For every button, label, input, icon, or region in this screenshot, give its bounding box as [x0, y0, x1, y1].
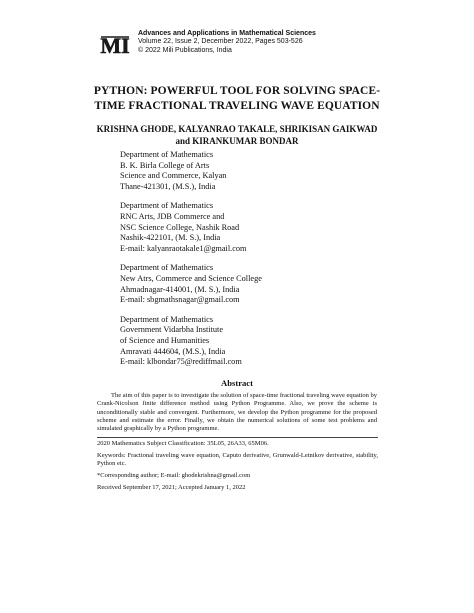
footnote-divider [97, 437, 378, 438]
affiliation-email: E-mail: sbgmathsnagar@gmail.com [120, 295, 240, 305]
publisher-logo-text: MI [100, 33, 130, 58]
abstract-text: The aim of this paper is to investigate the solution of space-time fractional traveling wave equation by Crank-Nicolson finite difference method using Python Programme. Also, we prove the scheme is unconditionally stable and convergent. Furthermore, we develop the Python programme for the proposed scheme and estimate the error. Finally, we obtain the numerical solutions of some test problems and simulated graphically by a Python programme. [97, 392, 377, 433]
affiliation-line: RNC Arts, JDB Commerce and [120, 211, 225, 221]
affiliation-line: Government Vidarbha Institute [120, 325, 224, 335]
keywords-terms: Fractional traveling wave equation, Caputo derivative, Grunwald-Letnikov derivative, stability, Python etc. [97, 451, 379, 468]
front-matter-notes [97, 440, 378, 495]
affiliation-line: B. K. Birla College of Arts [120, 160, 210, 170]
journal-header [100, 30, 440, 66]
keywords-label: Keywords: [97, 451, 126, 459]
affiliation-line: Amravati 444604, (M.S.), India [120, 346, 226, 356]
abstract-heading: Abstract [221, 378, 253, 388]
author-line: and KIRANKUMAR BONDAR [175, 135, 299, 146]
affiliation-email: E-mail: kalyanraotakale1@gmail.com [120, 243, 247, 253]
affiliation-line: Department of Mathematics [120, 201, 214, 211]
affiliation-ghode [120, 150, 420, 192]
affiliations [120, 150, 420, 377]
affiliation-line: Department of Mathematics [120, 314, 214, 324]
affiliation-line: Department of Mathematics [120, 150, 214, 159]
paper-title [70, 84, 404, 113]
journal-info [138, 30, 316, 55]
msc-classification: 2020 Mathematics Subject Classification: 35L05, 26A33, 65M06. [97, 440, 269, 447]
keywords [97, 452, 378, 469]
affiliation-bondar [120, 315, 420, 368]
journal-volume-line: Volume 22, Issue 2, December 2022, Pages 503-526 [138, 38, 303, 46]
affiliation-line: Department of Mathematics [120, 263, 214, 273]
affiliation-line: New Atrs, Commerce and Science College [120, 273, 262, 283]
journal-copyright-line: © 2022 Mili Publications, India [138, 46, 232, 54]
affiliation-line: Thane-421301, (M.S.), India [120, 181, 216, 191]
affiliation-line: Nashik-422101, (M. S.), India [120, 233, 221, 243]
author-line: KRISHNA GHODE, KALYANRAO TAKALE, SHRIKISAN GAIKWAD [96, 124, 378, 134]
affiliation-line: of Science and Humanities [120, 335, 210, 345]
title-line: PYTHON: POWERFUL TOOL FOR SOLVING SPACE- [93, 85, 381, 97]
affiliation-email: E-mail: klbondar75@rediffmail.com [120, 357, 242, 367]
corresponding-author-note: *Corresponding author; E-mail: ghodekrishna@gmail.com [97, 471, 251, 479]
affiliation-line: Ahmadnagar-414001, (M. S.), India [120, 284, 240, 294]
journal-name: Advances and Applications in Mathematical Sciences [138, 30, 316, 37]
affiliation-gaikwad [120, 263, 420, 305]
paper-authors [70, 124, 404, 147]
title-line: TIME FRACTIONAL TRAVELING WAVE EQUATION [94, 99, 380, 112]
publisher-logo [100, 32, 130, 58]
affiliation-takale [120, 201, 420, 254]
received-dates: Received September 17, 2021; Accepted January 1, 2022 [97, 483, 246, 491]
affiliation-line: Science and Commerce, Kalyan [120, 171, 227, 181]
affiliation-line: NSC Science College, Nashik Road [120, 222, 240, 232]
